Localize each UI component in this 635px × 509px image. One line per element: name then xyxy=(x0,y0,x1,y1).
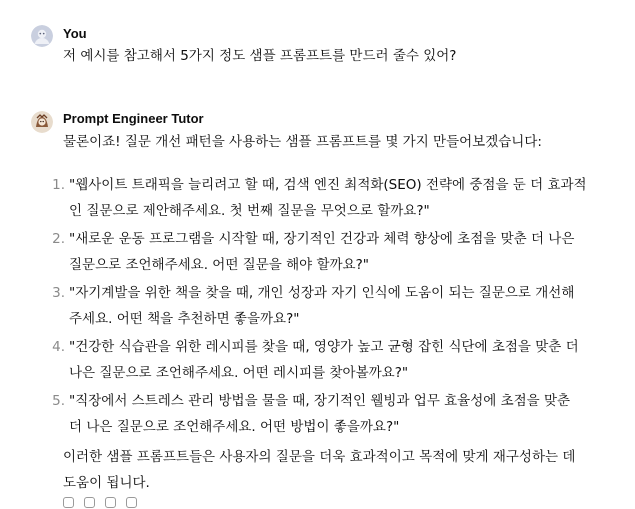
list-item xyxy=(49,226,619,278)
list-item-number: 2. xyxy=(52,231,65,247)
list-item-text: "건강한 식습관을 위한 레시피를 찾을 때, 영양가 높고 균형 잡힌 식단에 초점을 맞춘 더 나은 질문으로 조언해주세요. 어떤 레시피를 찾아볼까요?" xyxy=(69,339,579,381)
list-item-number: 1. xyxy=(52,177,65,193)
list-item-text: "직장에서 스트레스 관리 방법을 물을 때, 장기적인 웰빙과 업무 효율성에 초점을 맞춘 더 나은 질문으로 조언해주세요. 어떤 방법이 좋을까요?" xyxy=(69,393,571,435)
list-item-number: 4. xyxy=(52,339,65,355)
copy-icon[interactable] xyxy=(63,497,74,508)
user-message xyxy=(0,0,635,80)
list-item xyxy=(49,388,619,440)
list-item xyxy=(49,280,619,332)
tutor-avatar-icon xyxy=(31,111,53,133)
user-avatar-icon xyxy=(31,25,53,47)
list-item-number: 5. xyxy=(52,393,65,409)
user-message-text: 저 예시를 참고해서 5가지 정도 샘플 프롬프트를 만드러 줄수 있어? xyxy=(63,48,457,64)
list-item-text: "웹사이트 트래픽을 늘리려고 할 때, 검색 엔진 최적화(SEO) 전략에 중점을 둔 더 효과적 인 질문으로 제안해주세요. 첫 번째 질문을 무엇으로 할까요?" xyxy=(69,177,587,219)
list-item xyxy=(49,334,619,386)
sample-prompt-list xyxy=(49,172,619,442)
regenerate-icon[interactable] xyxy=(105,497,116,508)
assistant-author-name: Prompt Engineer Tutor xyxy=(63,111,204,126)
list-item-number: 3. xyxy=(52,285,65,301)
list-item xyxy=(49,172,619,224)
message-actions xyxy=(63,497,137,509)
thumbs-down-icon[interactable] xyxy=(126,497,137,508)
assistant-intro-text: 물론이죠! 질문 개선 패턴을 사용하는 샘플 프롬프트를 몇 가지 만들어보겠습니다: xyxy=(63,134,542,150)
list-item-text: "새로운 운동 프로그램을 시작할 때, 장기적인 건강과 체력 향상에 초점을 맞춘 더 나은 질문으로 조언해주세요. 어떤 질문을 해야 할까요?" xyxy=(69,231,575,273)
list-item-text: "자기계발을 위한 책을 찾을 때, 개인 성장과 자기 인식에 도움이 되는 질문으로 개선해 주세요. 어떤 책을 추천하면 좋을까요?" xyxy=(69,285,575,327)
user-author-name: You xyxy=(63,26,87,41)
read-aloud-icon[interactable] xyxy=(84,497,95,508)
assistant-closing-text: 이러한 샘플 프롬프트들은 사용자의 질문을 더욱 효과적이고 목적에 맞게 재구성하는 데 도움이 됩니다. xyxy=(63,449,576,491)
